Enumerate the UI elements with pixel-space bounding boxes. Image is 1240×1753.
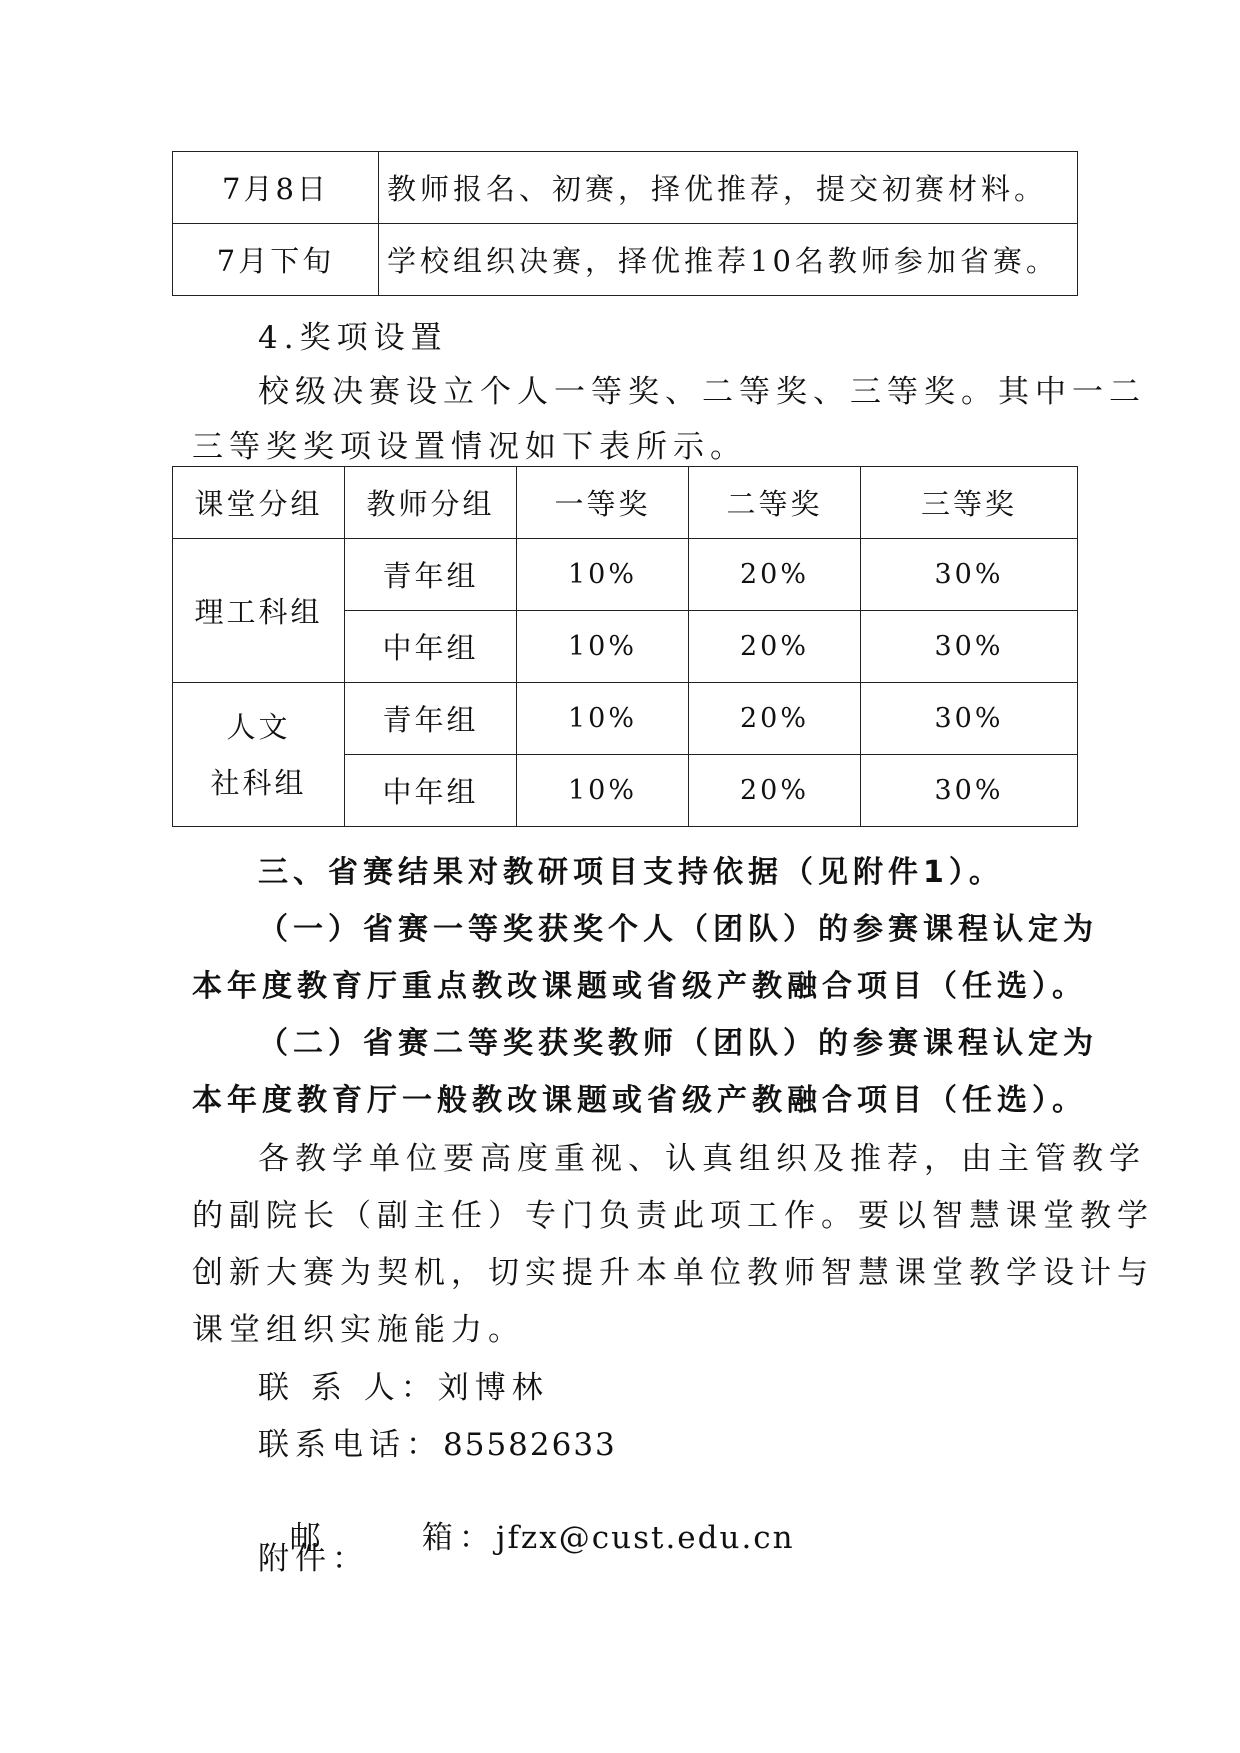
- paragraph-line: 本年度教育厅重点教改课题或省级产教融合项目（任选）。: [192, 969, 1087, 1004]
- column-header: 课堂分组: [173, 467, 345, 539]
- group-name: 人文: [226, 709, 291, 744]
- second-prize-rate: 20%: [689, 683, 861, 755]
- teacher-group: 青年组: [345, 683, 517, 755]
- first-prize-rate: 10%: [517, 611, 689, 683]
- third-prize-rate: 30%: [861, 683, 1078, 755]
- paragraph-line: （二）省赛二等奖获奖教师（团队）的参赛课程认定为: [258, 1026, 1098, 1061]
- group-name: 理工科组: [194, 595, 323, 629]
- paragraph-line: 本年度教育厅一般教改课题或省级产教融合项目（任选）。: [192, 1083, 1087, 1118]
- column-header: 二等奖: [689, 467, 861, 539]
- contact-person-label: 联 系 人：: [258, 1370, 438, 1406]
- paragraph-line: （一）省赛一等奖获奖个人（团队）的参赛课程认定为: [258, 912, 1098, 947]
- contact-phone-number: 85582633: [443, 1427, 617, 1463]
- paragraph-line: 校级决赛设立个人一等奖、二等奖、三等奖。其中一二: [258, 374, 1146, 410]
- group-name-cell: [173, 683, 345, 827]
- first-prize-rate: 10%: [517, 539, 689, 611]
- contact-person-name: 刘博林: [437, 1370, 549, 1406]
- teacher-group: 中年组: [345, 755, 517, 827]
- group-name-cell: [173, 539, 345, 683]
- paragraph-line: 各教学单位要高度重视、认真组织及推荐，由主管教学: [258, 1141, 1146, 1177]
- third-prize-rate: 30%: [861, 539, 1078, 611]
- schedule-task: 教师报名、初赛，择优推荐，提交初赛材料。: [379, 152, 1078, 224]
- first-prize-rate: 10%: [517, 683, 689, 755]
- third-prize-rate: 30%: [861, 611, 1078, 683]
- award-table: [172, 466, 1078, 827]
- section-heading-awards: 4.奖项设置: [258, 320, 448, 356]
- third-prize-rate: 30%: [861, 755, 1078, 827]
- schedule-table: [172, 151, 1078, 296]
- first-prize-rate: 10%: [517, 755, 689, 827]
- second-prize-rate: 20%: [689, 755, 861, 827]
- paragraph-line: 的副院长（副主任）专门负责此项工作。要以智慧课堂教学: [192, 1198, 1154, 1234]
- table-row: [173, 539, 1078, 611]
- column-header: 一等奖: [517, 467, 689, 539]
- second-prize-rate: 20%: [689, 539, 861, 611]
- column-header: 三等奖: [861, 467, 1078, 539]
- schedule-date: 7月8日: [173, 152, 379, 224]
- table-row: [173, 683, 1078, 755]
- teacher-group: 青年组: [345, 539, 517, 611]
- contact-person: [258, 1362, 549, 1407]
- schedule-date: 7月下旬: [173, 224, 379, 296]
- paragraph-line: 三等奖奖项设置情况如下表所示。: [192, 429, 747, 465]
- table-row: [173, 224, 1078, 296]
- contact-email-address: jfzx@cust.edu.cn: [495, 1520, 795, 1556]
- paragraph-line: 创新大赛为契机，切实提升本单位教师智慧课堂教学设计与: [192, 1255, 1154, 1291]
- attachment-label: 附件：: [258, 1541, 369, 1577]
- contact-email-label: 邮 箱：: [289, 1520, 496, 1556]
- contact-phone: [258, 1419, 617, 1464]
- column-header: 教师分组: [345, 467, 517, 539]
- contact-phone-label: 联系电话：: [258, 1427, 443, 1463]
- section-heading-support: 三、省赛结果对教研项目支持依据（见附件1）。: [258, 855, 1004, 890]
- group-name: 社科组: [210, 765, 307, 800]
- paragraph-line: 课堂组织实施能力。: [192, 1312, 525, 1348]
- teacher-group: 中年组: [345, 611, 517, 683]
- schedule-task: 学校组织决赛，择优推荐10名教师参加省赛。: [379, 224, 1078, 296]
- table-header-row: [173, 467, 1078, 539]
- table-row: [173, 152, 1078, 224]
- second-prize-rate: 20%: [689, 611, 861, 683]
